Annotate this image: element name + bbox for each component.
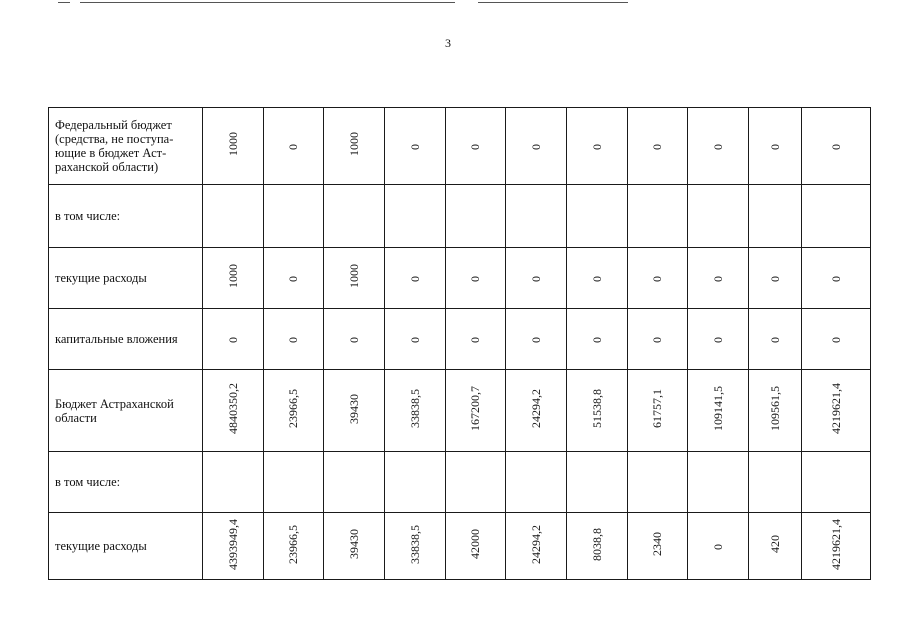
- value-cell: [688, 309, 749, 370]
- value-cell: [749, 309, 802, 370]
- cell-value: 0: [650, 143, 664, 150]
- value-cell: [324, 309, 385, 370]
- cell-value: 39430: [346, 529, 361, 559]
- row-label: в том числе:: [49, 452, 203, 513]
- value-cell: [567, 108, 628, 185]
- cell-value: 0: [528, 336, 543, 343]
- row-label: текущие расходы: [49, 513, 203, 580]
- cell-value: 109561,5: [767, 386, 782, 431]
- value-cell: [385, 513, 446, 580]
- value-cell: [688, 108, 749, 185]
- value-cell: [567, 248, 628, 309]
- value-cell: [264, 108, 324, 185]
- cell-value: 33838,5: [407, 524, 422, 564]
- value-cell: [264, 248, 324, 309]
- cell-value: 0: [407, 143, 422, 150]
- value-cell: [506, 248, 567, 309]
- cell-value: 4219621,4: [828, 518, 843, 570]
- row-label: Федеральный бюджет (средства, не поступа-ющие в бюджет Аст-раханской области): [49, 108, 203, 185]
- value-cell: [446, 248, 506, 309]
- cell-value: 0: [710, 275, 725, 282]
- value-cell: [802, 452, 871, 513]
- value-cell: [749, 185, 802, 248]
- value-cell: [264, 185, 324, 248]
- value-cell: [446, 370, 506, 452]
- value-cell: [688, 370, 749, 452]
- cell-value: 24294,2: [528, 389, 543, 428]
- value-cell: [506, 185, 567, 248]
- row-label: в том числе:: [49, 185, 203, 248]
- value-cell: [802, 513, 871, 580]
- value-cell: [567, 452, 628, 513]
- cell-value: 0: [828, 143, 843, 150]
- cell-value: 39430: [346, 393, 361, 424]
- value-cell: [567, 370, 628, 452]
- cell-value: 4219621,4: [828, 383, 843, 434]
- table-row: [49, 248, 871, 309]
- cell-value: 0: [589, 143, 604, 150]
- scan-rule-right: [478, 2, 628, 3]
- budget-table: [48, 107, 871, 580]
- cell-value: 0: [767, 275, 782, 282]
- cell-value: 4393949,4: [225, 518, 240, 570]
- value-cell: [628, 248, 688, 309]
- table-row: [49, 108, 871, 185]
- value-cell: [628, 452, 688, 513]
- cell-value: 1000: [225, 132, 240, 156]
- cell-value: 61757,1: [650, 389, 664, 428]
- value-cell: [264, 452, 324, 513]
- cell-value: 0: [828, 336, 843, 343]
- value-cell: [324, 185, 385, 248]
- value-cell: [567, 309, 628, 370]
- value-cell: [446, 452, 506, 513]
- value-cell: [203, 370, 264, 452]
- table-row: [49, 370, 871, 452]
- cell-value: 0: [225, 336, 240, 343]
- value-cell: [506, 452, 567, 513]
- table-row: [49, 309, 871, 370]
- value-cell: [446, 309, 506, 370]
- cell-value: 0: [650, 275, 664, 282]
- value-cell: [203, 452, 264, 513]
- value-cell: [802, 370, 871, 452]
- value-cell: [506, 108, 567, 185]
- value-cell: [324, 108, 385, 185]
- value-cell: [749, 452, 802, 513]
- value-cell: [446, 185, 506, 248]
- value-cell: [203, 108, 264, 185]
- cell-value: 33838,5: [407, 389, 422, 428]
- row-label: текущие расходы: [49, 248, 203, 309]
- cell-value: 0: [589, 336, 604, 343]
- value-cell: [385, 108, 446, 185]
- value-cell: [688, 513, 749, 580]
- cell-value: 1000: [346, 264, 361, 288]
- cell-value: 0: [710, 336, 725, 343]
- value-cell: [506, 513, 567, 580]
- value-cell: [802, 309, 871, 370]
- value-cell: [628, 108, 688, 185]
- cell-value: 0: [286, 143, 300, 150]
- table-row: [49, 452, 871, 513]
- cell-value: 0: [650, 336, 664, 343]
- cell-value: 24294,2: [528, 524, 543, 564]
- value-cell: [688, 452, 749, 513]
- value-cell: [446, 513, 506, 580]
- cell-value: 0: [589, 275, 604, 282]
- cell-value: 0: [468, 336, 482, 343]
- cell-value: 0: [468, 143, 482, 150]
- value-cell: [203, 309, 264, 370]
- value-cell: [749, 248, 802, 309]
- value-cell: [324, 452, 385, 513]
- value-cell: [802, 108, 871, 185]
- cell-value: 0: [286, 275, 300, 282]
- cell-value: 1000: [346, 132, 361, 156]
- scan-rule-left: [58, 2, 70, 3]
- value-cell: [324, 248, 385, 309]
- scan-rule-main: [80, 2, 455, 3]
- value-cell: [385, 309, 446, 370]
- cell-value: 2340: [650, 532, 664, 556]
- cell-value: 0: [767, 143, 782, 150]
- cell-value: 1000: [225, 264, 240, 288]
- cell-value: 109141,5: [710, 386, 725, 431]
- cell-value: 4840350,2: [225, 383, 240, 434]
- row-label: Бюджет Астраханской области: [49, 370, 203, 452]
- value-cell: [628, 370, 688, 452]
- row-label: капитальные вложения: [49, 309, 203, 370]
- value-cell: [385, 248, 446, 309]
- value-cell: [203, 513, 264, 580]
- value-cell: [628, 513, 688, 580]
- cell-value: 0: [710, 543, 725, 550]
- value-cell: [749, 108, 802, 185]
- cell-value: 0: [407, 275, 422, 282]
- page-number: 3: [445, 36, 451, 50]
- cell-value: 0: [407, 336, 422, 343]
- value-cell: [264, 513, 324, 580]
- value-cell: [749, 513, 802, 580]
- value-cell: [324, 513, 385, 580]
- cell-value: 0: [528, 275, 543, 282]
- value-cell: [749, 370, 802, 452]
- value-cell: [264, 370, 324, 452]
- value-cell: [688, 248, 749, 309]
- value-cell: [385, 370, 446, 452]
- cell-value: 23966,5: [286, 524, 300, 564]
- cell-value: 0: [710, 143, 725, 150]
- cell-value: 42000: [468, 529, 482, 559]
- value-cell: [802, 185, 871, 248]
- value-cell: [567, 513, 628, 580]
- value-cell: [446, 108, 506, 185]
- cell-value: 23966,5: [286, 389, 300, 428]
- table-row: [49, 513, 871, 580]
- cell-value: 167200,7: [468, 386, 482, 431]
- cell-value: 0: [528, 143, 543, 150]
- cell-value: 0: [468, 275, 482, 282]
- value-cell: [506, 309, 567, 370]
- value-cell: [385, 452, 446, 513]
- cell-value: 0: [828, 275, 843, 282]
- cell-value: 51538,8: [589, 389, 604, 428]
- value-cell: [628, 185, 688, 248]
- cell-value: 0: [346, 336, 361, 343]
- cell-value: 0: [286, 336, 300, 343]
- value-cell: [203, 185, 264, 248]
- table-row: [49, 185, 871, 248]
- cell-value: 0: [767, 336, 782, 343]
- value-cell: [688, 185, 749, 248]
- value-cell: [203, 248, 264, 309]
- value-cell: [628, 309, 688, 370]
- value-cell: [385, 185, 446, 248]
- value-cell: [802, 248, 871, 309]
- cell-value: 420: [767, 535, 782, 553]
- cell-value: 8038,8: [589, 527, 604, 561]
- value-cell: [506, 370, 567, 452]
- value-cell: [264, 309, 324, 370]
- value-cell: [567, 185, 628, 248]
- value-cell: [324, 370, 385, 452]
